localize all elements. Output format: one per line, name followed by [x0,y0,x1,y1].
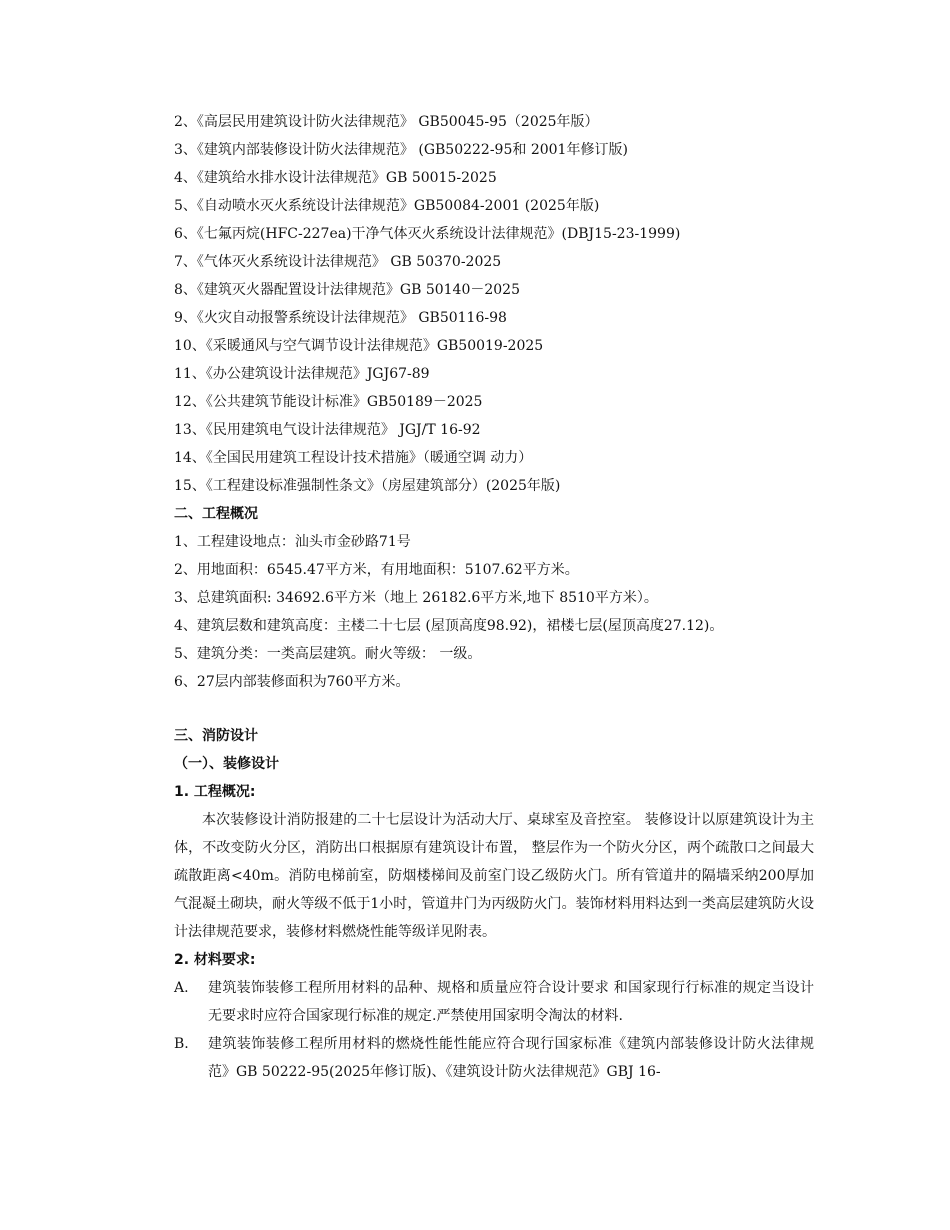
reference-item: 11、《办公建筑设计法律规范》JGJ67-89 [174,366,430,382]
reference-item: 15、《工程建设标准强制性条文》（房屋建筑部分）(2025年版) [174,478,561,494]
reference-item: 9、《火灾自动报警系统设计法律规范》 GB50116-98 [174,310,507,326]
subsection-heading-decoration: （一）、装修设计 [174,756,279,772]
overview-item: 4、建筑层数和建筑高度：主楼二十七层 (屋顶高度98.92)，裙楼七层(屋顶高度27.12)。 [174,618,724,634]
reference-item: 4、《建筑给水排水设计法律规范》GB 50015-2025 [174,170,497,186]
list-marker: A. [174,980,189,996]
reference-item: 3、《建筑内部装修设计防火法律规范》 (GB50222-95和 2001年修订版) [174,142,628,158]
overview-item: 3、总建筑面积: 34692.6平方米（地上 26182.6平方米,地下 8510平方米）。 [174,590,658,606]
subsection-title-materials: 2. 材料要求: [174,952,256,968]
list-text: 建筑装饰装修工程所用材料的燃烧性能性能应符合现行国家标准《建筑内部装修设计防火法律规范》GB 50222-95(2025年修订版)、《建筑设计防火法律规范》GBJ 16- [208,1036,814,1080]
list-item [174,974,814,1030]
reference-item: 7、《气体灭火系统设计法律规范》 GB 50370-2025 [174,254,502,270]
spacer [174,696,814,722]
list-text: 建筑装饰装修工程所用材料的品种、规格和质量应符合设计要求 和国家现行行标准的规定当设计无要求时应符合国家现行标准的规定.严禁使用国家明令淘汰的材料. [208,980,814,1024]
reference-item: 12、《公共建筑节能设计标准》GB50189－2025 [174,394,483,410]
section-heading-project-overview: 二、工程概况 [174,506,258,522]
overview-item: 1、工程建设地点：汕头市金砂路71号 [174,534,411,550]
subsection-title-overview: 1. 工程概况: [174,784,256,800]
reference-item: 10、《采暖通风与空气调节设计法律规范》GB50019-2025 [174,338,544,354]
overview-paragraph: 本次装修设计消防报建的二十七层设计为活动大厅、桌球室及音控室。 装修设计以原建筑设计为主体，不改变防火分区，消防出口根据原有建筑设计布置， 整层作为一个防火分区，两个疏散口之间最大疏散距离<40m。消防电梯前室，防烟楼梯间及前室门设乙级防火门。所有管道井的隔墙采纳200厚加气混凝土砌块，耐火等级不低于1小时，管道井门为丙级防火门。装饰材料用料达到一类高层建筑防火设计法律规范要求，装修材料燃烧性能等级详见附表。 [174,812,814,940]
reference-item: 5、《自动喷水灭火系统设计法律规范》GB50084-2001 (2025年版) [174,198,600,214]
overview-item: 2、用地面积：6545.47平方米，有用地面积：5107.62平方米。 [174,562,579,578]
reference-item: 13、《民用建筑电气设计法律规范》 JGJ/T 16-92 [174,422,481,438]
overview-item: 6、27层内部装修面积为760平方米。 [174,674,410,690]
reference-item: 6、《七氟丙烷(HFC-227ea)干净气体灭火系统设计法律规范》(DBJ15-23-1999) [174,226,681,242]
project-overview-list [174,528,814,696]
list-item [174,1030,814,1086]
list-marker: B. [174,1036,189,1052]
document-body [174,108,814,1086]
overview-item: 5、建筑分类：一类高层建筑。耐火等级： 一级。 [174,646,482,662]
reference-list [174,108,814,500]
material-requirements-list [174,974,814,1086]
section-heading-fire-design: 三、消防设计 [174,728,258,744]
reference-item: 8、《建筑灭火器配置设计法律规范》GB 50140－2025 [174,282,520,298]
reference-item: 14、《全国民用建筑工程设计技术措施》（暖通空调 动力） [174,450,533,466]
reference-item: 2、《高层民用建筑设计防火法律规范》 GB50045-95（2025年版） [174,114,599,130]
